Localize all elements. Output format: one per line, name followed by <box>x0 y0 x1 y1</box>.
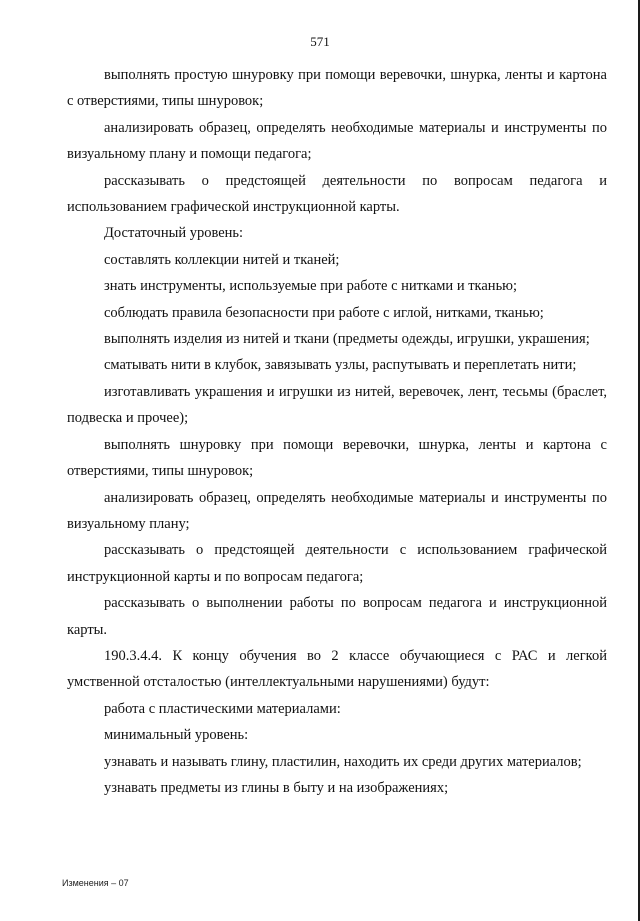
paragraph: рассказывать о предстоящей деятельности с использованием графической инструкционной карты и по вопросам педагога; <box>67 542 607 585</box>
section-heading: Достаточный уровень: <box>104 225 244 242</box>
paragraph: рассказывать о выполнении работы по вопросам педагога и инструкционной карты. <box>67 595 607 638</box>
paragraph: узнавать и называть глину, пластилин, находить их среди других материалов; <box>104 753 582 770</box>
paragraph: выполнять изделия из нитей и ткани (предметы одежды, игрушки, украшения; <box>104 331 590 348</box>
document-body <box>67 62 607 801</box>
paragraph: анализировать образец, определять необходимые материалы и инструменты по визуальному плану; <box>67 489 607 532</box>
paragraph: составлять коллекции нитей и тканей; <box>104 251 340 268</box>
section-paragraph: 190.3.4.4. К концу обучения во 2 классе обучающиеся с РАС и легкой умственной отсталостью (интеллектуальными нарушениями) будут: <box>67 647 607 691</box>
paragraph: анализировать образец, определять необходимые материалы и инструменты по визуальному плану и помощи педагога; <box>67 119 607 163</box>
paragraph: узнавать предметы из глины в быту и на изображениях; <box>104 779 449 796</box>
paragraph: сматывать нити в клубок, завязывать узлы, распутывать и переплетать нити; <box>104 357 577 374</box>
paragraph: знать инструменты, используемые при работе с нитками и тканью; <box>104 278 518 295</box>
paragraph: выполнять простую шнуровку при помощи веревочки, шнурка, ленты и картона с отверстиями, типы шнуровок; <box>67 67 607 110</box>
paragraph: рассказывать о предстоящей деятельности по вопросам педагога и использованием графической инструкционной карты. <box>67 172 607 216</box>
level-heading: минимальный уровень: <box>104 727 249 744</box>
paragraph: изготавливать украшения и игрушки из нитей, веревочек, лент, тесьмы (браслет, подвеска и прочее); <box>67 383 607 427</box>
page-number: 571 <box>310 34 330 49</box>
subsection-heading: работа с пластическими материалами: <box>104 700 341 717</box>
page-footer: Изменения – 07 <box>62 878 129 888</box>
paragraph: выполнять шнуровку при помощи веревочки, шнурка, ленты и картона с отверстиями, типы шнуровок; <box>67 436 607 480</box>
paragraph: соблюдать правила безопасности при работе с иглой, нитками, тканью; <box>104 304 544 321</box>
